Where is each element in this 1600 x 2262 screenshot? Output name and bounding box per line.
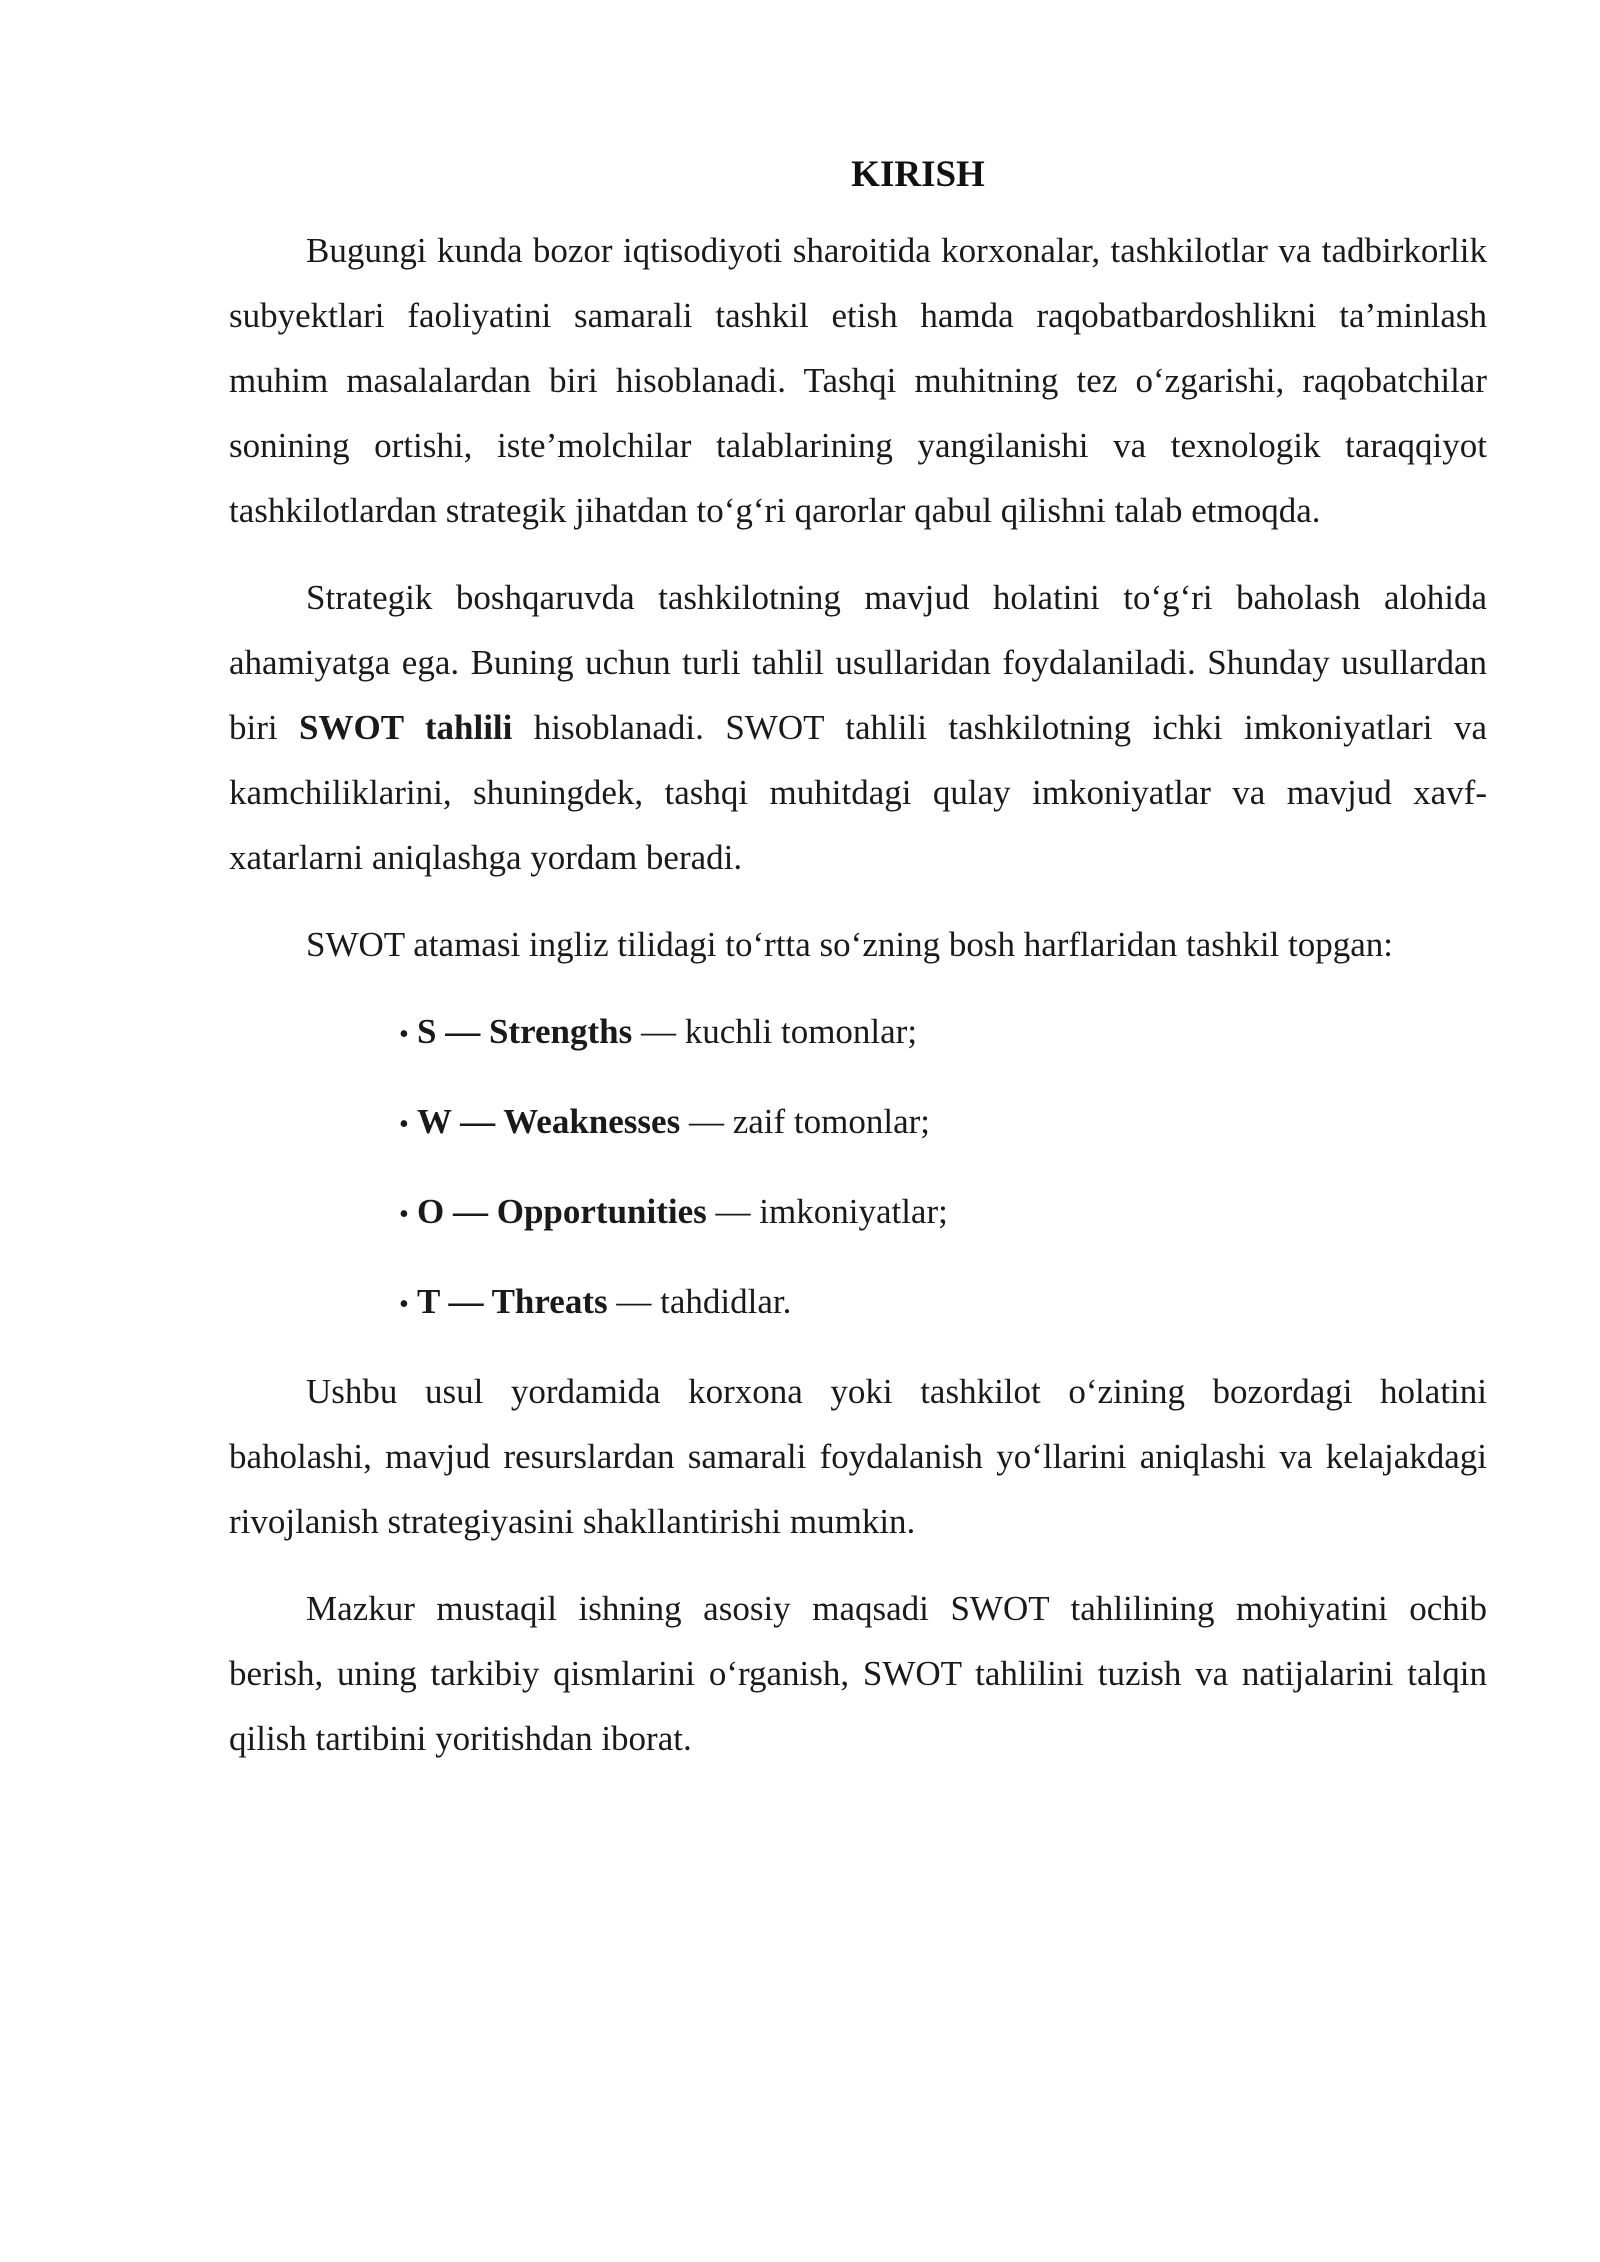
swot-term: O — Opportunities	[417, 1192, 707, 1231]
swot-term: S — Strengths	[417, 1012, 633, 1051]
swot-list-item-strengths	[229, 999, 1487, 1067]
intro-paragraph-1: Bugungi kunda bozor iqtisodiyoti sharoitida korxonalar, tashkilotlar va tadbirkorlik subyektlari faoliyatini samarali tashkil etish hamda raqobatbardoshlikni ta’minlash muhim masalalardan biri hisoblanadi. Tashqi muhitning tez o‘zgarishi, raqobatchilar sonining ortishi, iste’molchilar talablarining yangilanishi va texnologik taraqqiyot tashkilotlardan strategik jihatdan to‘g‘ri qarorlar qabul qilishni talab etmoqda.	[229, 231, 1487, 530]
swot-definition-intro: SWOT atamasi ingliz tilidagi to‘rtta so‘zning bosh harflaridan tashkil topgan:	[306, 925, 1394, 964]
swot-definition: — tahdidlar.	[607, 1282, 792, 1321]
swot-list-item-threats	[229, 1269, 1487, 1337]
bullet-icon: •	[399, 1199, 409, 1230]
swot-definition: — kuchli tomonlar;	[632, 1012, 918, 1051]
document-page	[229, 150, 1487, 1793]
intro-paragraph-2	[229, 565, 1487, 890]
swot-term: W — Weaknesses	[417, 1102, 681, 1141]
swot-term: T — Threats	[417, 1282, 608, 1321]
bullet-icon: •	[399, 1019, 409, 1050]
swot-term-emphasis: SWOT tahlili	[299, 708, 513, 747]
swot-list-item-weaknesses	[229, 1089, 1487, 1157]
section-title: KIRISH	[851, 154, 985, 195]
swot-definition: — imkoniyatlar;	[706, 1192, 948, 1231]
purpose-paragraph: Mazkur mustaqil ishning asosiy maqsadi SWOT tahlilining mohiyatini ochib berish, uning tarkibiy qismlarini o‘rganish, SWOT tahlilini tuzish va natijalarini talqin qilish tartibini yoritishdan iborat.	[229, 1589, 1487, 1758]
bullet-icon: •	[399, 1289, 409, 1320]
swot-list	[229, 999, 1487, 1337]
method-usage-paragraph: Ushbu usul yordamida korxona yoki tashkilot o‘zining bozordagi holatini baholashi, mavjud resurslardan samarali foydalanish yo‘llarini aniqlashi va kelajakdagi rivojlanish strategiyasini shakllantirishi mumkin.	[229, 1372, 1487, 1541]
paragraph-text: Strategik boshqaruvda tashkilotning mavjud holatini to‘g‘ri baholash alohida ahamiyatga ega. Buning uchun turli tahlil usullaridan foydalaniladi. Shunday usullardan biri	[229, 578, 1487, 747]
paragraph-text: hisoblanadi. SWOT tahlili tashkilotning ichki imkoniyatlari va kamchiliklarini, shuningdek, tashqi muhitdagi qulay imkoniyatlar va mavjud xavf-xatarlarni aniqlashga yordam beradi.	[229, 708, 1487, 877]
swot-definition: — zaif tomonlar;	[680, 1102, 930, 1141]
bullet-icon: •	[399, 1109, 409, 1140]
swot-list-item-opportunities	[229, 1179, 1487, 1247]
